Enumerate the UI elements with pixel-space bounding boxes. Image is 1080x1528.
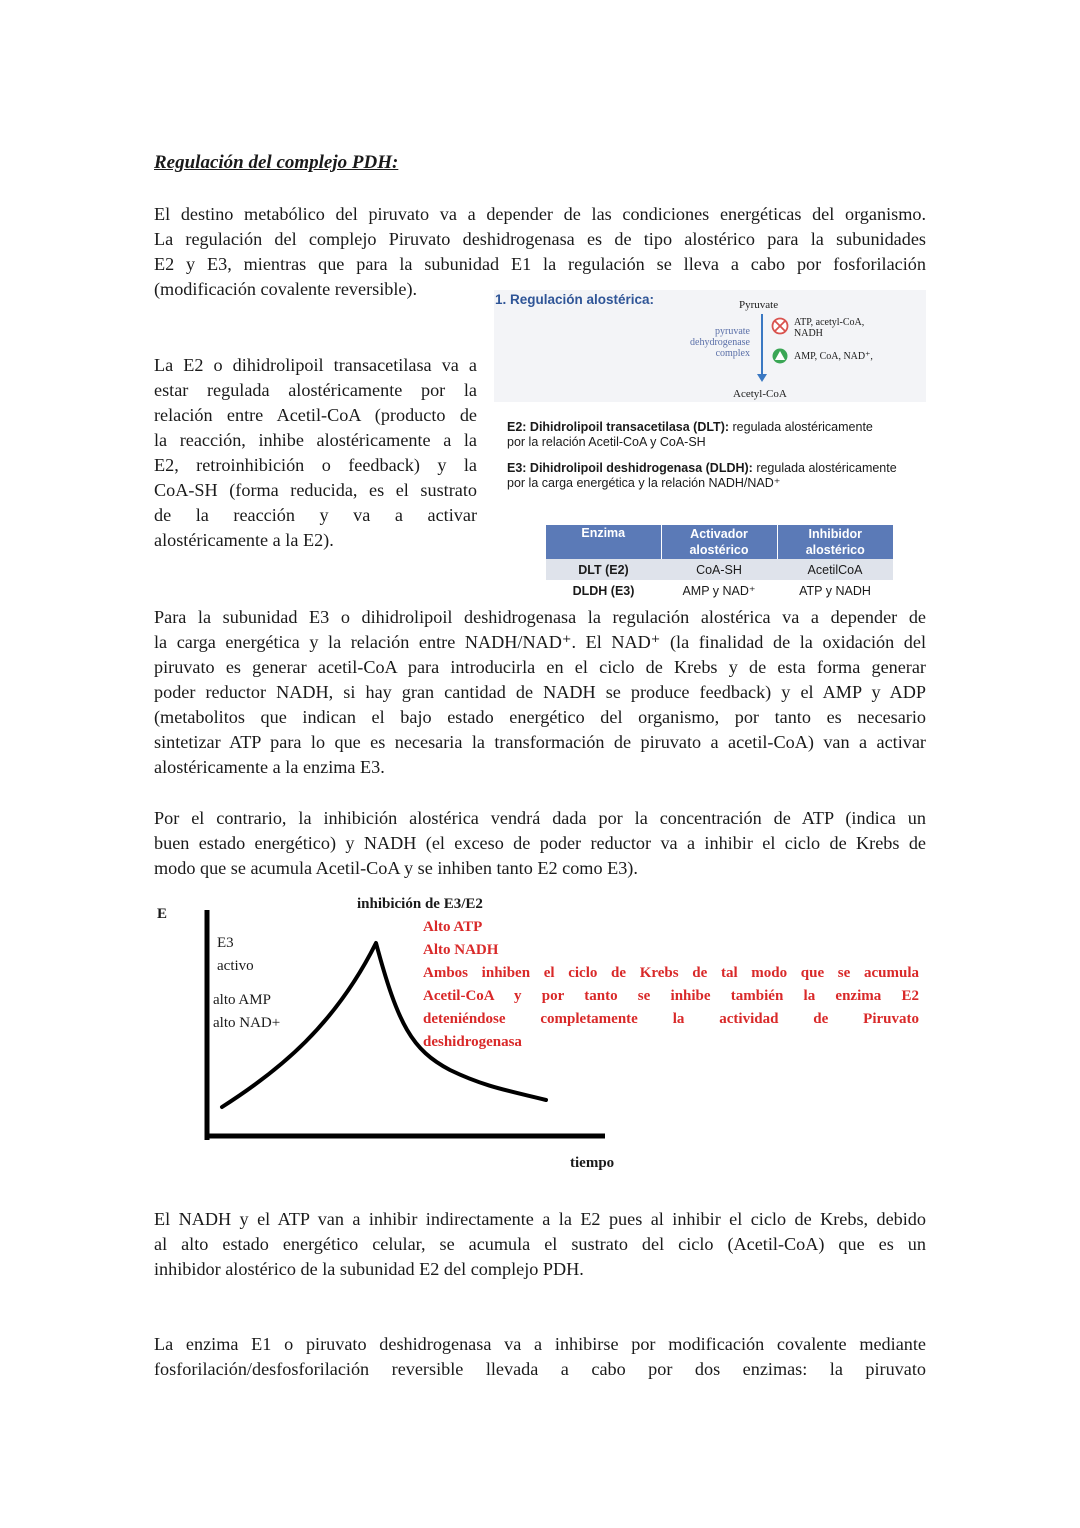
table-header-line: alostérico [689,543,749,557]
arrow-head [757,374,767,382]
text-line: la carga energética y la relación entre NADH/NAD⁺. El NAD⁺ (la finalidad de la oxidación del [154,632,926,652]
complex-line: pyruvate [715,326,750,337]
red-line: Alto ATP [423,919,483,935]
table-header-cell [546,525,661,559]
inhibition-paragraph [154,806,926,881]
text-line: inhibidor alostérico de la subunidad E2 del complejo PDH. [154,1259,584,1279]
e2-description-line [507,420,873,435]
nadh-paragraph [154,1207,926,1282]
text-line: Para la subunidad E3 o dihidrolipoil deshidrogenasa la regulación alostérica va a depender de [154,607,926,627]
e2-description-bold: E2: Dihidrolipoil transacetilasa (DLT): [507,420,730,434]
text-line: modo que se acumula Acetil-CoA y se inhiben tanto E2 como E3). [154,858,638,878]
text-line: piruvato es generar acetil-CoA para introducirla en el ciclo de Krebs y de esta forma generar [154,657,926,677]
text-line: estar regulada alostéricamente por la [154,380,477,400]
e2-description-rest: regulada alostéricamente [729,420,873,434]
complex-label [650,326,750,359]
text-line: E2 y E3, mientras que para la subunidad E1 la regulación se lleva a cabo por fosforilación [154,254,926,274]
complex-line: complex [715,348,750,359]
left-label: alto NAD+ [213,1015,281,1031]
acetyl-coa-label: Acetyl-CoA [733,388,787,400]
inhibitor-line: NADH [794,328,823,339]
text-line: poder reductor NADH, si hay gran cantidad de NADH se produce feedback) y el AMP y ADP [154,682,926,702]
activate-triangle-icon [773,349,788,364]
e3-description-bold: E3: Dihidrolipoil deshidrogenasa (DLDH): [507,461,753,475]
text-line: (metabolitos que indican el bajo estado energético del organismo, por tanto es necesario [154,707,926,727]
text-line: la reacción, inhibe alostéricamente a la [154,430,477,450]
enzyme-table [546,525,893,601]
page-title: Regulación del complejo PDH: [154,152,399,173]
table-header-line: alostérico [805,543,865,557]
table-cell: DLDH (E3) [546,580,661,601]
table-header-line: Activador [690,527,748,541]
table-header-cell [777,525,893,559]
table-header-line: Enzima [581,526,626,540]
e3-description [507,461,897,491]
inhibit-circle-icon [773,319,788,334]
text-line: E2, retroinhibición o feedback) y la [154,455,477,475]
text-line: Por el contrario, la inhibición alostérica vendrá dada por la concentración de ATP (indica un [154,808,926,828]
left-label: E3 [217,935,234,951]
text-line: de la reacción y va a activar [154,505,477,525]
table-header-cell [661,525,777,559]
table-cell: CoA-SH [661,559,777,580]
table-row [546,559,893,580]
pyruvate-label: Pyruvate [739,299,779,311]
text-line: La enzima E1 o piruvato deshidrogenasa va a inhibirse por modificación covalente mediante [154,1334,926,1354]
text-line: La E2 o dihidrolipoil transacetilasa va a [154,355,477,375]
text-line: sintetizar ATP para lo que es necesaria la transformación de piruvato a acetil-CoA) van a activar [154,732,926,752]
text-line: fosforilación/desfosforilación reversible llevada a cabo por dos enzimas: la piruvato [154,1359,926,1379]
figure-heading: 1. Regulación alostérica: [495,292,655,307]
text-line: alostéricamente a la E2). [154,530,334,550]
e1-paragraph [154,1332,926,1382]
text-line: alostéricamente a la enzima E3. [154,757,385,777]
intro-paragraph [154,202,926,302]
text-line: El destino metabólico del piruvato va a depender de las condiciones energéticas del organismo. [154,204,926,224]
y-axis-label: E [157,906,168,922]
peak-label: inhibición de E3/E2 [357,896,483,912]
reaction-arrow-graphic [750,312,790,384]
red-annotation [423,916,919,1054]
e2-description [507,420,873,450]
activators-label: AMP, CoA, NAD⁺, [794,351,873,362]
x-axis-label: tiempo [570,1155,615,1171]
text-line: al alto estado energético celular, se acumula el sustrato del ciclo (Acetil-CoA) que es un [154,1234,926,1254]
red-line: Alto NADH [423,942,499,958]
inhibitor-line: ATP, acetyl-CoA, [794,317,865,328]
red-line: Ambos inhiben el ciclo de Krebs de tal modo que se acumula [423,965,919,981]
red-line: Acetil-CoA y por tanto se inhibe también la enzima E2 [423,988,919,1004]
text-line: La regulación del complejo Piruvato deshidrogenasa es de tipo alostérico para la subunidades [154,229,926,249]
text-line: relación entre Acetil-CoA (producto de [154,405,477,425]
left-label: alto AMP [213,992,271,1008]
table-row [546,580,893,601]
e3-description-line2: por la carga energética y la relación NADH/NAD⁺ [507,476,781,490]
table-cell: ATP y NADH [777,580,893,601]
e2-paragraph [154,353,477,553]
text-line: (modificación covalente reversible). [154,279,418,299]
complex-line: dehydrogenase [690,337,750,348]
table-header-row [546,525,893,559]
text-line: CoA-SH (forma reducida, es el sustrato [154,480,477,500]
left-label: activo [217,958,254,974]
text-line: buen estado energético) y NADH (el exceso de poder reductor va a inhibir el ciclo de Krebs de [154,833,926,853]
red-line: deshidrogenasa [423,1034,522,1050]
e3-paragraph [154,605,926,780]
text-line: El NADH y el ATP van a inhibir indirectamente a la E2 pues al inhibir el ciclo de Krebs, debido [154,1209,926,1229]
table-cell: DLT (E2) [546,559,661,580]
inhibitors-label [794,317,864,339]
e3-description-line [507,461,897,476]
e2-description-line2: por la relación Acetil-CoA y CoA-SH [507,435,706,449]
table-cell: AMP y NAD⁺ [661,580,777,601]
red-line: deteniéndose completamente la actividad de Piruvato [423,1011,919,1027]
table-header-line: Inhibidor [808,527,862,541]
e3-description-rest: regulada alostéricamente [752,461,897,475]
table-cell: AcetilCoA [777,559,893,580]
